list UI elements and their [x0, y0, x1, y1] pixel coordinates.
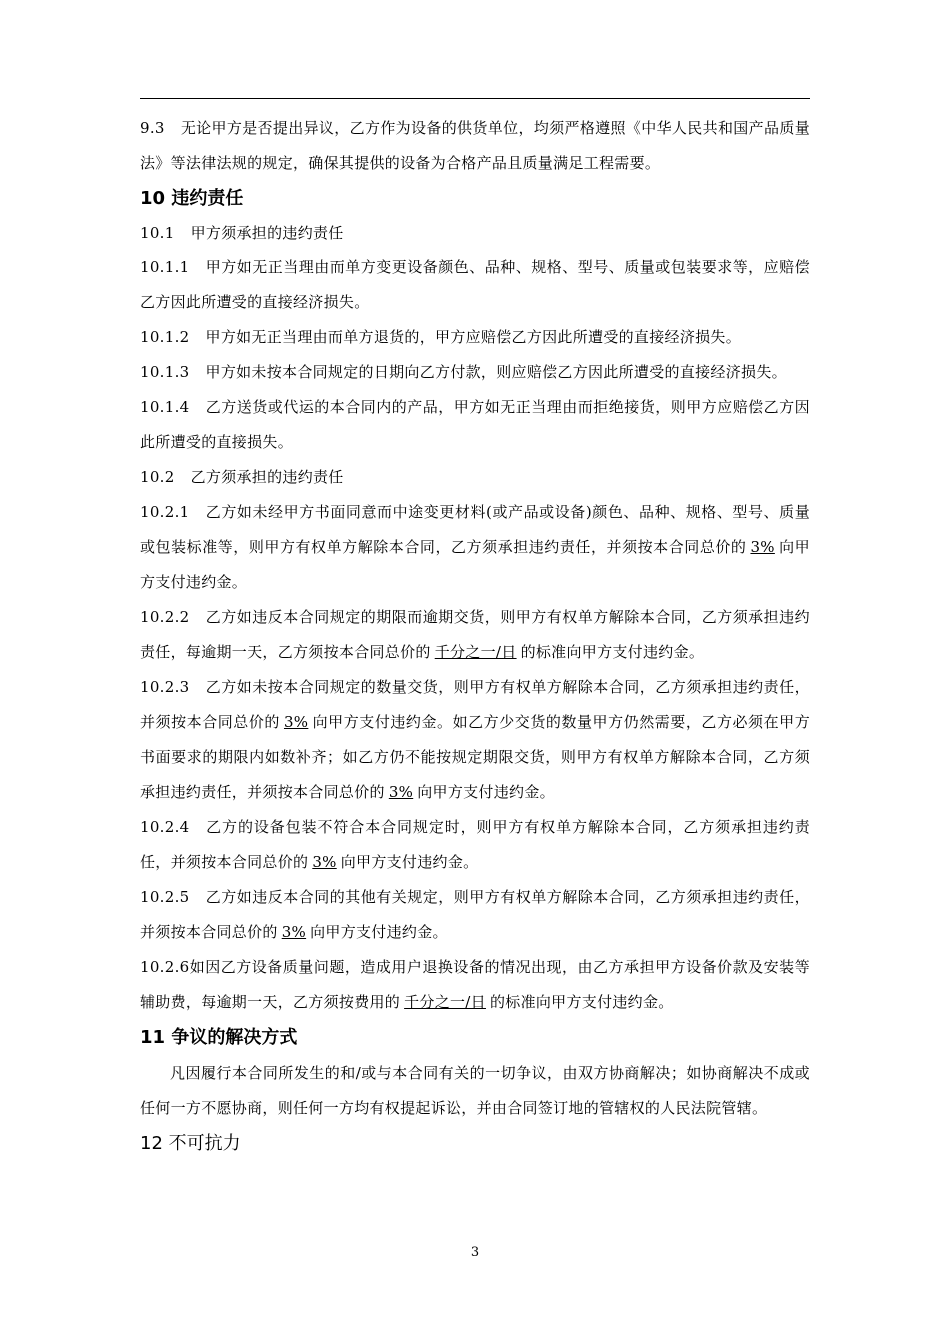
clause-10-2-6 [140, 950, 810, 1020]
clause-10-2-1 [140, 495, 810, 600]
penalty-rate: 3% [283, 713, 309, 731]
clause-text: 的标准向甲方支付违约金。 [489, 993, 674, 1011]
clause-text: 如因乙方设备质量问题，造成用户退换设备的情况出现，由乙方承担甲方设备价款及安装等辅助费，每逾期一天，乙方须按费用的 [140, 958, 810, 1011]
clause-text: 甲方如未按本合同规定的日期向乙方付款，则应赔偿乙方因此所遭受的直接经济损失。 [205, 363, 787, 381]
clause-text: 乙方须承担的违约责任 [190, 468, 344, 486]
clause-number: 10.1.2 [140, 328, 190, 346]
clause-text: 向甲方支付违约金。 [140, 538, 810, 591]
clause-number: 10.1 [140, 224, 175, 242]
clause-text: 甲方如无正当理由而单方变更设备颜色、品种、规格、型号、质量或包装要求等，应赔偿乙方因此所遭受的直接经济损失。 [140, 258, 810, 311]
clause-10-1-2 [140, 320, 810, 355]
penalty-rate: 3% [312, 853, 337, 871]
clause-number: 10.1.1 [140, 258, 190, 276]
clause-number: 10.2.5 [140, 888, 190, 906]
clause-text: 乙方如未按本合同规定的数量交货，则甲方有权单方解除本合同，乙方须承担违约责任，并须按本合同总价的 [140, 678, 810, 731]
clause-number: 10.2.2 [140, 608, 190, 626]
clause-10-2-3 [140, 670, 810, 810]
header-rule [140, 98, 810, 99]
clause-text: 向甲方支付违约金。 [340, 853, 479, 871]
clause-number: 10.2.6 [140, 958, 190, 976]
clause-10-1-3 [140, 355, 810, 390]
clause-9-3 [140, 111, 810, 181]
clause-text: 的标准向甲方支付违约金。 [520, 643, 705, 661]
clause-10-2 [140, 460, 810, 495]
clause-10-2-5 [140, 880, 810, 950]
section-heading-10: 10 违约责任 [140, 188, 244, 209]
clause-10-1 [140, 217, 810, 250]
clause-number: 10.2.4 [140, 818, 190, 836]
penalty-rate: 千分之一/日 [404, 993, 486, 1011]
clause-text: 向甲方支付违约金。 [417, 783, 555, 801]
document-body [140, 111, 810, 1162]
clause-10-2-4 [140, 810, 810, 880]
clause-text: 无论甲方是否提出异议，乙方作为设备的供货单位，均须严格遵照《中华人民共和国产品质量法》等法律法规的规定，确保其提供的设备为合格产品且质量满足工程需要。 [140, 119, 810, 172]
clause-number: 10.1.3 [140, 363, 190, 381]
clause-10-1-4 [140, 390, 810, 460]
penalty-rate: 3% [750, 538, 775, 556]
clause-text: 乙方如未经甲方书面同意而中途变更材料(或产品或设备)颜色、品种、规格、型号、质量或包装标准等，则甲方有权单方解除本合同，乙方须承担违约责任，并须按本合同总价的 [140, 503, 810, 556]
clause-11-text: 凡因履行本合同所发生的和/或与本合同有关的一切争议，由双方协商解决；如协商解决不成或任何一方不愿协商，则任何一方均有权提起诉讼，并由合同签订地的管辖权的人民法院管辖。 [140, 1064, 810, 1117]
clause-text: 乙方的设备包装不符合本合同规定时，则甲方有权单方解除本合同，乙方须承担违约责任，并须按本合同总价的 [140, 818, 810, 871]
clause-10-1-1 [140, 250, 810, 320]
clause-number: 10.2.1 [140, 503, 190, 521]
clause-text: 向甲方支付违约金。 [310, 923, 448, 941]
clause-number: 10.1.4 [140, 398, 190, 416]
penalty-rate: 3% [281, 923, 307, 941]
clause-text: 乙方送货或代运的本合同内的产品，甲方如无正当理由而拒绝接货，则甲方应赔偿乙方因此所遭受的直接损失。 [140, 398, 810, 451]
clause-number: 10.2 [140, 468, 175, 486]
clause-text: 乙方如违反本合同规定的期限而逾期交货，则甲方有权单方解除本合同，乙方须承担违约责任，每逾期一天，乙方须按本合同总价的 [140, 608, 810, 661]
clause-text: 乙方如违反本合同的其他有关规定，则甲方有权单方解除本合同，乙方须承担违约责任，并须按本合同总价的 [140, 888, 810, 941]
clause-text: 甲方如无正当理由而单方退货的，甲方应赔偿乙方因此所遭受的直接经济损失。 [205, 328, 742, 346]
section-heading-12: 12 不可抗力 [140, 1133, 241, 1154]
clause-text: 向甲方支付违约金。如乙方少交货的数量甲方仍然需要，乙方必须在甲方书面要求的期限内如数补齐；如乙方仍不能按规定期限交货，则甲方有权单方解除本合同，乙方须承担违约责任，并须按本合同总价的 [140, 713, 811, 801]
clause-number: 10.2.3 [140, 678, 190, 696]
penalty-rate: 3% [388, 783, 414, 801]
clause-10-2-2 [140, 600, 810, 670]
clause-text: 甲方须承担的违约责任 [190, 224, 344, 242]
penalty-rate: 千分之一/日 [434, 643, 517, 661]
clause-number: 9.3 [140, 119, 165, 137]
page-number: 3 [470, 1245, 480, 1260]
section-heading-11: 11 争议的解决方式 [140, 1027, 298, 1048]
